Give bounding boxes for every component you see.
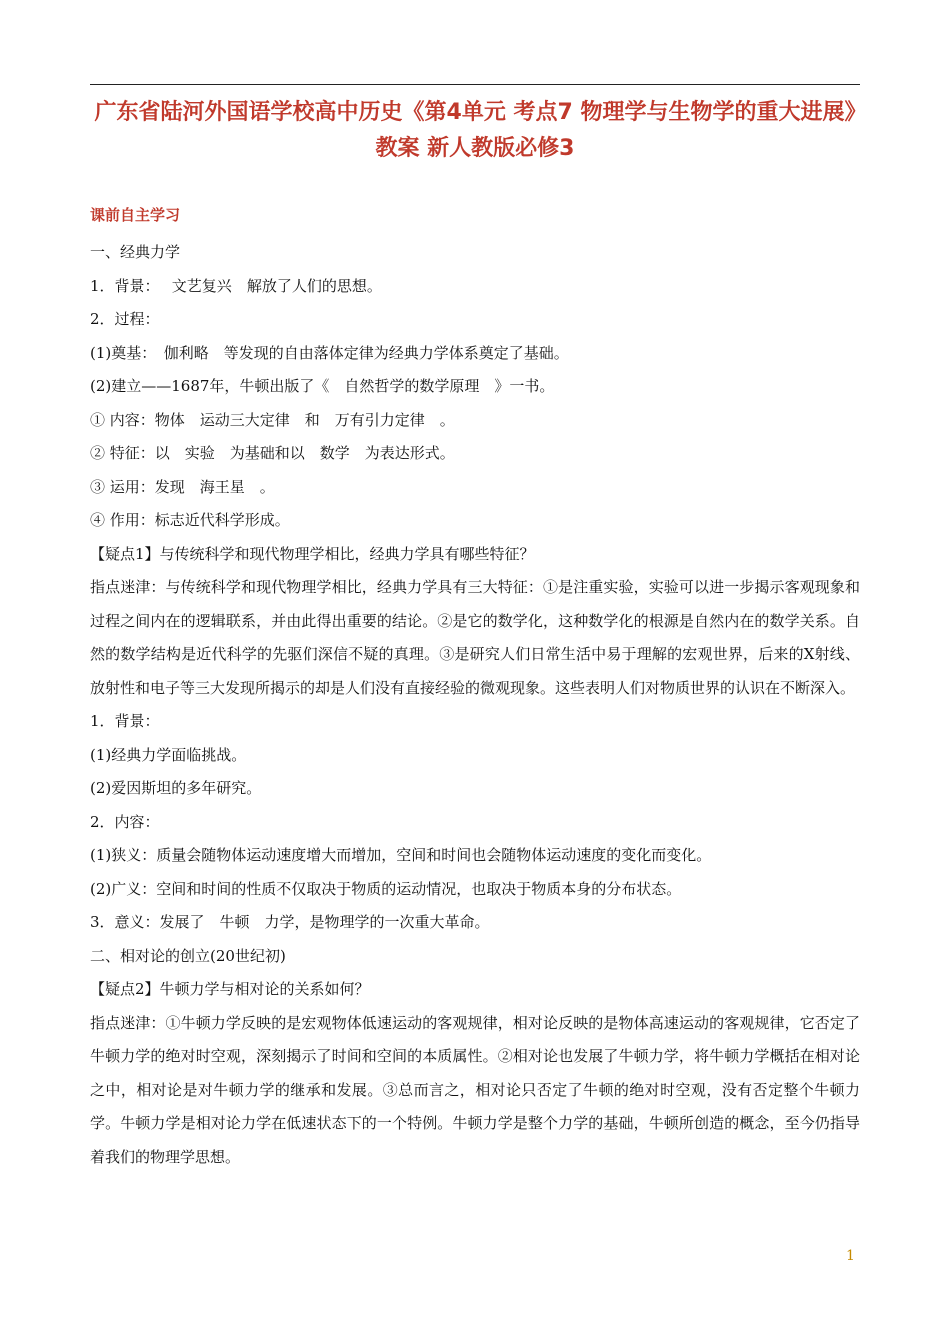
text-line: 3．意义：发展了 牛顿 力学，是物理学的一次重大革命。	[90, 913, 490, 931]
text-line: ① 内容：物体 运动三大定律 和 万有引力定律 。	[90, 410, 455, 429]
text-line: 1．背景：	[90, 712, 160, 730]
text-line: 2．内容：	[90, 812, 160, 831]
text-line: (2)爱因斯坦的多年研究。	[90, 779, 262, 797]
text-line: (1)奠基： 伽利略 等发现的自由落体定律为经典力学体系奠定了基础。	[90, 343, 569, 362]
section-heading: 课前自主学习	[90, 206, 181, 224]
text-line: (1)狭义：质量会随物体运动速度增大而增加，空间和时间也会随物体运动速度的变化而变化。	[90, 846, 712, 864]
document-title: 广东省陆河外国语学校高中历史《第4单元 考点7 物理学与生物学的重大进展》教案 新人教版必修3	[94, 100, 856, 161]
answer-2-paragraph: 指点迷津：①牛顿力学反映的是宏观物体低速运动的客观规律，相对论反映的是物体高速运动的客观规律，它否定了牛顿力学的绝对时空观，深刻揭示了时间和空间的本质属性。②相对论也发展了牛顿力学，将牛顿力学概括在相对论之中，相对论是对牛顿力学的继承和发展。③总而言之，相对论只否定了牛顿的绝对时空观，没有否定整个牛顿力学。牛顿力学是相对论力学在低速状态下的一个特例。牛顿力学是整个力学的基础，牛顿所创造的概念，至今仍指导着我们的物理学思想。	[90, 1013, 860, 1166]
text-line: ③ 运用：发现 海王星 。	[90, 477, 275, 496]
heading-classical-mechanics: 一、经典力学	[90, 243, 181, 261]
text-line: 2．过程：	[90, 310, 160, 328]
question-2: 【疑点2】牛顿力学与相对论的关系如何？	[90, 980, 370, 998]
heading-relativity: 二、相对论的创立(20世纪初)	[90, 946, 286, 965]
question-1: 【疑点1】与传统科学和现代物理学相比，经典力学具有哪些特征？	[90, 544, 535, 563]
answer-1-paragraph: 指点迷津：与传统科学和现代物理学相比，经典力学具有三大特征：①是注重实验，实验可以进一步揭示客观现象和过程之间内在的逻辑联系，并由此得出重要的结论。②是它的数学化，这种数学化的根源是自然内在的数学关系。自然的数学结构是近代科学的先驱们深信不疑的真理。③是研究人们日常生活中易于理解的宏观世界，后来的X射线、放射性和电子等三大发现所揭示的却是人们没有直接经验的微观现象。这些表明人们对物质世界的认识在不断深入。	[90, 578, 860, 697]
text-line: 1．背景： 文艺复兴 解放了人们的思想。	[90, 276, 382, 295]
text-line: (2)广义：空间和时间的性质不仅取决于物质的运动情况，也取决于物质本身的分布状态。	[90, 879, 682, 898]
text-line: ② 特征：以 实验 为基础和以 数学 为表达形式。	[90, 444, 455, 462]
text-line: ④ 作用：标志近代科学形成。	[90, 511, 290, 529]
text-line: (1)经典力学面临挑战。	[90, 745, 247, 764]
header-rule	[90, 84, 860, 85]
page-number: 1	[846, 1248, 855, 1264]
document-body	[90, 236, 860, 1174]
text-line: (2)建立——1687年，牛顿出版了《 自然哲学的数学原理 》一书。	[90, 377, 555, 395]
